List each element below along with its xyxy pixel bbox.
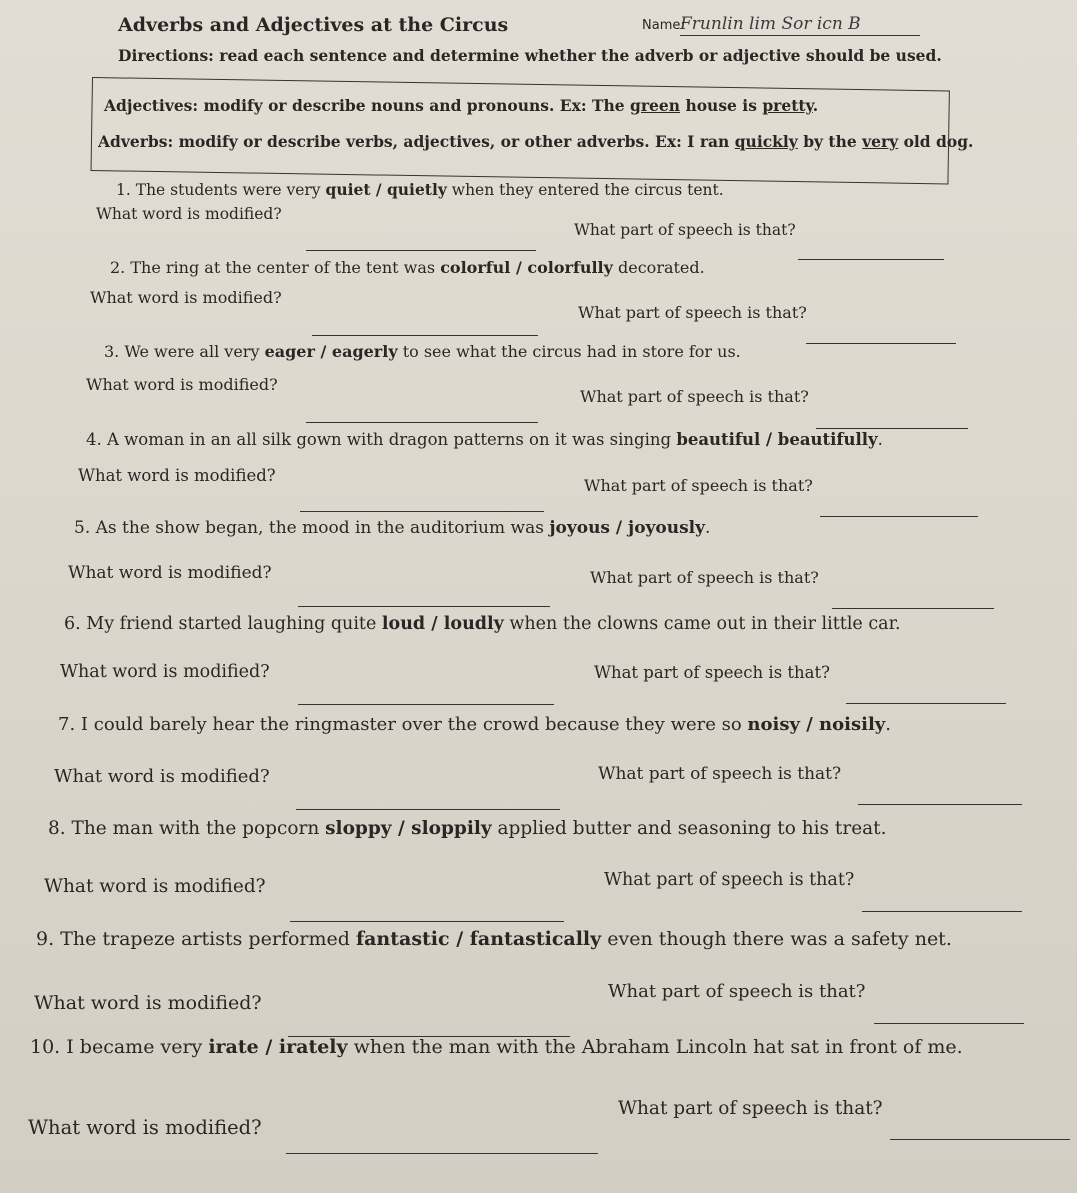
modified-label: What word is modified? bbox=[60, 662, 270, 682]
modified-answer-blank[interactable] bbox=[306, 232, 536, 251]
part-of-speech-label: What part of speech is that? bbox=[574, 221, 796, 239]
part-of-speech-label: What part of speech is that? bbox=[604, 870, 855, 890]
modified-answer-blank[interactable] bbox=[306, 404, 538, 423]
adjectives-definition: Adjectives: modify or describe nouns and pronouns. Ex: The green house is pretty. bbox=[104, 96, 819, 115]
question-6-sentence: 6. My friend started laughing quite loud / loudly when the clowns came out in their little car. bbox=[64, 614, 901, 634]
worksheet-title: Adverbs and Adjectives at the Circus bbox=[118, 14, 509, 36]
adjectives-term: Adjectives: bbox=[104, 96, 199, 115]
modified-label: What word is modified? bbox=[44, 876, 266, 897]
part-of-speech-answer-blank[interactable] bbox=[890, 1121, 1070, 1140]
part-of-speech-answer-blank[interactable] bbox=[862, 893, 1022, 912]
part-of-speech-label: What part of speech is that? bbox=[584, 476, 813, 495]
part-of-speech-answer-blank[interactable] bbox=[874, 1005, 1024, 1024]
part-of-speech-label: What part of speech is that? bbox=[580, 387, 809, 406]
question-10-sentence: 10. I became very irate / irately when the man with the Abraham Lincoln hat sat in front of me. bbox=[30, 1036, 963, 1058]
name-label: Name: bbox=[642, 18, 685, 33]
example-word: pretty bbox=[762, 96, 813, 115]
modified-label: What word is modified? bbox=[78, 466, 276, 485]
word-choice: fantastic / fantastically bbox=[355, 928, 602, 950]
question-9-sentence: 9. The trapeze artists performed fantastic / fantastically even though there was a safety net. bbox=[36, 928, 952, 950]
word-choice: eager / eagerly bbox=[264, 342, 398, 361]
directions-text: Directions: read each sentence and determine whether the adverb or adjective should be used. bbox=[118, 46, 942, 65]
modified-answer-blank[interactable] bbox=[286, 1135, 598, 1154]
part-of-speech-label: What part of speech is that? bbox=[578, 303, 807, 322]
example-word: very bbox=[862, 132, 899, 151]
example-word: quickly bbox=[734, 132, 798, 151]
modified-answer-blank[interactable] bbox=[296, 791, 560, 810]
modified-answer-blank[interactable] bbox=[312, 317, 538, 336]
modified-label: What word is modified? bbox=[96, 205, 282, 223]
part-of-speech-answer-blank[interactable] bbox=[816, 410, 968, 429]
example-word: green bbox=[630, 96, 681, 115]
part-of-speech-answer-blank[interactable] bbox=[832, 590, 994, 609]
modified-answer-blank[interactable] bbox=[298, 588, 550, 607]
modified-label: What word is modified? bbox=[54, 766, 270, 787]
adverbs-term: Adverbs: bbox=[98, 132, 174, 151]
modified-answer-blank[interactable] bbox=[300, 493, 544, 512]
question-4-sentence: 4. A woman in an all silk gown with dragon patterns on it was singing beautiful / beautifully. bbox=[86, 430, 883, 449]
name-field[interactable]: Frunlin lim Sor icn B bbox=[680, 14, 920, 36]
modified-label: What word is modified? bbox=[90, 288, 282, 307]
part-of-speech-answer-blank[interactable] bbox=[858, 786, 1022, 805]
question-2-sentence: 2. The ring at the center of the tent was colorful / colorfully decorated. bbox=[110, 258, 705, 277]
question-7-sentence: 7. I could barely hear the ringmaster over the crowd because they were so noisy / noisily. bbox=[58, 714, 891, 735]
word-choice: colorful / colorfully bbox=[440, 258, 613, 277]
question-8-sentence: 8. The man with the popcorn sloppy / sloppily applied butter and seasoning to his treat. bbox=[48, 818, 887, 839]
word-choice: loud / loudly bbox=[381, 614, 504, 634]
word-choice: irate / irately bbox=[208, 1036, 348, 1058]
modified-answer-blank[interactable] bbox=[288, 1018, 570, 1037]
part-of-speech-label: What part of speech is that? bbox=[618, 1098, 883, 1119]
adverbs-definition: Adverbs: modify or describe verbs, adjectives, or other adverbs. Ex: I ran quickly by the very old dog. bbox=[98, 132, 974, 151]
part-of-speech-label: What part of speech is that? bbox=[594, 663, 830, 682]
part-of-speech-answer-blank[interactable] bbox=[806, 325, 956, 344]
modified-answer-blank[interactable] bbox=[298, 686, 554, 705]
question-5-sentence: 5. As the show began, the mood in the auditorium was joyous / joyously. bbox=[74, 518, 711, 538]
question-1-sentence: 1. The students were very quiet / quietly when they entered the circus tent. bbox=[116, 180, 724, 199]
word-choice: beautiful / beautifully bbox=[676, 430, 878, 449]
question-3-sentence: 3. We were all very eager / eagerly to see what the circus had in store for us. bbox=[104, 342, 741, 361]
part-of-speech-label: What part of speech is that? bbox=[608, 981, 866, 1002]
modified-label: What word is modified? bbox=[28, 1116, 262, 1139]
word-choice: sloppy / sloppily bbox=[325, 818, 492, 839]
modified-label: What word is modified? bbox=[68, 563, 272, 583]
part-of-speech-answer-blank[interactable] bbox=[798, 241, 944, 260]
part-of-speech-answer-blank[interactable] bbox=[846, 685, 1006, 704]
word-choice: noisy / noisily bbox=[747, 714, 886, 735]
modified-answer-blank[interactable] bbox=[290, 903, 564, 922]
word-choice: quiet / quietly bbox=[325, 180, 447, 199]
definitions-box bbox=[91, 77, 950, 184]
modified-label: What word is modified? bbox=[86, 375, 278, 394]
part-of-speech-label: What part of speech is that? bbox=[598, 764, 842, 784]
word-choice: joyous / joyously bbox=[549, 518, 706, 538]
part-of-speech-label: What part of speech is that? bbox=[590, 568, 819, 587]
modified-label: What word is modified? bbox=[34, 992, 262, 1014]
part-of-speech-answer-blank[interactable] bbox=[820, 498, 978, 517]
